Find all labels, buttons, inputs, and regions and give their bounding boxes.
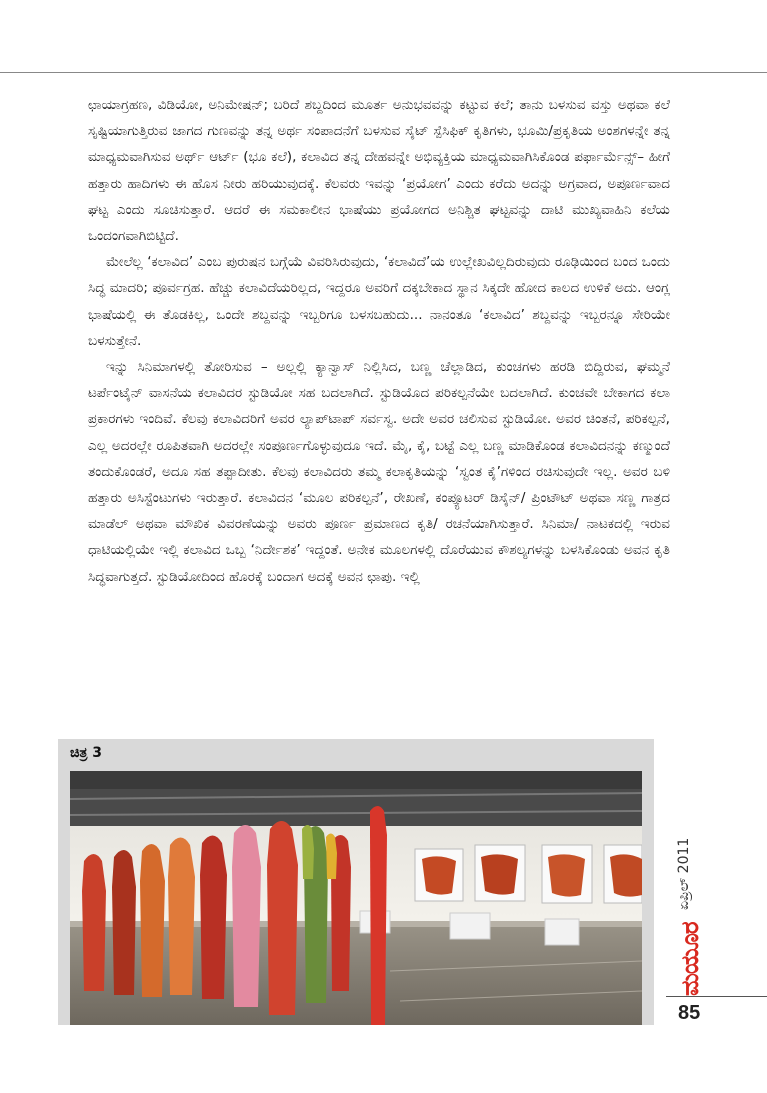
issue-date: ಏಪ್ರಿಲ್ 2011	[676, 837, 692, 910]
article-body	[88, 92, 670, 590]
gallery-installation-photo	[70, 771, 642, 1025]
footer-rule	[666, 996, 767, 997]
article-paragraph-1: ಛಾಯಾಗ್ರಹಣ, ವಿಡಿಯೋ, ಅನಿಮೇಷನ್; ಬರಿದೆ ಶಬ್ದದಿಂದ ಮೂರ್ತ ಅನುಭವವನ್ನು ಕಟ್ಟುವ ಕಲೆ; ತಾನು ಬಳಸುವ ವಸ್ತು ಅಥವಾ ಕಲೆ ಸೃಷ್ಟಿಯಾಗುತ್ತಿರುವ ಜಾಗದ ಗುಣವನ್ನು ತನ್ನ ಅರ್ಥ ಸಂಪಾದನೆಗೆ ಬಳಸುವ ಸೈಟ್ ಸ್ಪೆಸಿಫಿಕ್ ಕೃತಿಗಳು, ಭೂಮಿ/ಪ್ರಕೃತಿಯ ಅಂಶಗಳನ್ನೇ ತನ್ನ ಮಾಧ್ಯಮವಾಗಿಸುವ ಅರ್ಥ್ ಆರ್ಟ್ (ಭೂ ಕಲೆ), ಕಲಾವಿದ ತನ್ನ ದೇಹವನ್ನೇ ಅಭಿವ್ಯಕ್ತಿಯ ಮಾಧ್ಯಮವಾಗಿಸಿಕೊಂಡ ಪರ್ಫಾರ್ಮೆನ್ಸ್– ಹೀಗೆ ಹತ್ತಾರು ಹಾದಿಗಳು ಈ ಹೊಸ ನೀರು ಹರಿಯುವುದಕ್ಕೆ. ಕೆಲವರು ಇವನ್ನು ‘ಪ್ರಯೋಗ’ ಎಂದು ಕರೆದು ಅದನ್ನು ಅಗ್ರವಾದ, ಅಪೂರ್ಣವಾದ ಘಟ್ಟ ಎಂದು ಸೂಚಿಸುತ್ತಾರೆ. ಆದರೆ ಈ ಸಮಕಾಲೀನ ಭಾಷೆಯು ಪ್ರಯೋಗದ ಅನಿಶ್ಚಿತ ಘಟ್ಟವನ್ನು ದಾಟಿ ಮುಖ್ಯವಾಹಿನಿ ಕಲೆಯ ಒಂದಂಗವಾಗಿಬಿಟ್ಟಿದೆ.	[88, 97, 670, 245]
figure-3	[58, 739, 654, 1025]
page-number: 85	[678, 1002, 701, 1024]
article-paragraph-2: ಮೇಲೆಲ್ಲ ‘ಕಲಾವಿದ’ ಎಂಬ ಪುರುಷನ ಬಗ್ಗೆಯೆ ವಿವರಿಸಿರುವುದು, ‘ಕಲಾವಿದೆ’ಯ ಉಲ್ಲೇಖವಿಲ್ಲದಿರುವುದು ರೂಢಿಯಿಂದ ಬಂದ ಒಂದು ಸಿದ್ಧ ಮಾದರಿ; ಪೂರ್ವಗ್ರಹ. ಹೆಚ್ಚು ಕಲಾವಿದೆಯರಿಲ್ಲದ, ಇದ್ದರೂ ಅವರಿಗೆ ದಕ್ಕಬೇಕಾದ ಸ್ಥಾನ ಸಿಕ್ಕದೇ ಹೋದ ಕಾಲದ ಉಳಿಕೆ ಅದು. ಆಂಗ್ಲ ಭಾಷೆಯಲ್ಲಿ ಈ ತೊಡಕಿಲ್ಲ, ಒಂದೇ ಶಬ್ದವನ್ನು ಇಬ್ಬರಿಗೂ ಬಳಸಬಹುದು... ನಾನಂತೂ ‘ಕಲಾವಿದ’ ಶಬ್ದವನ್ನು ಇಬ್ಬರನ್ನೂ ಸೇರಿಯೇ ಬಳಸುತ್ತೇನೆ.	[88, 254, 670, 349]
header-rule	[0, 72, 767, 73]
figure-label: ಚಿತ್ರ 3	[70, 745, 103, 761]
magazine-masthead: ಮಯೂರ	[676, 922, 704, 996]
article-paragraph-3: ಇನ್ನು ಸಿನಿಮಾಗಳಲ್ಲಿ ತೋರಿಸುವ – ಅಲ್ಲಲ್ಲಿ ಕ್ಯಾನ್ವಾಸ್ ನಿಲ್ಲಿಸಿದ, ಬಣ್ಣ ಚೆಲ್ಲಾಡಿದ, ಕುಂಚಗಳು ಹರಡಿ ಬಿದ್ದಿರುವ, ಘಮ್ಮನೆ ಟರ್ಪೆಂಟೈನ್ ವಾಸನೆಯ ಕಲಾವಿದರ ಸ್ಟುಡಿಯೋ ಸಹ ಬದಲಾಗಿದೆ. ಸ್ಟುಡಿಯೊದ ಪರಿಕಲ್ಪನೆಯೇ ಬದಲಾಗಿದೆ. ಕುಂಚವೇ ಬೇಕಾಗದ ಕಲಾ ಪ್ರಕಾರಗಳು ಇಂದಿವೆ. ಕೆಲವು ಕಲಾವಿದರಿಗೆ ಅವರ ಲ್ಯಾಪ್‌ಟಾಪ್ ಸರ್ವಸ್ವ. ಅದೇ ಅವರ ಚಲಿಸುವ ಸ್ಟುಡಿಯೋ. ಅವರ ಚಿಂತನೆ, ಪರಿಕಲ್ಪನೆ, ಎಲ್ಲ ಅದರಲ್ಲೇ ರೂಪಿತವಾಗಿ ಅದರಲ್ಲೇ ಸಂಪೂರ್ಣಗೊಳ್ಳುವುದೂ ಇದೆ. ಮೈ, ಕೈ, ಬಟ್ಟೆ ಎಲ್ಲ ಬಣ್ಣ ಮಾಡಿಕೊಂಡ ಕಲಾವಿದನನ್ನು ಕಣ್ಮುಂದೆ ತಂದುಕೊಂಡರೆ, ಅದೂ ಸಹ ತಪ್ಪಾದೀತು. ಕೆಲವು ಕಲಾವಿದರು ತಮ್ಮ ಕಲಾಕೃತಿಯನ್ನು ‘ಸ್ವಂತ ಕೈ’ಗಳಿಂದ ರಚಿಸುವುದೇ ಇಲ್ಲ. ಅವರ ಬಳಿ ಹತ್ತಾರು ಅಸಿಸ್ಟೆಂಟುಗಳು ಇರುತ್ತಾರೆ. ಕಲಾವಿದನ ‘ಮೂಲ ಪರಿಕಲ್ಪನೆ’, ರೇಖಣೆ, ಕಂಪ್ಯೂಟರ್ ಡಿಸೈನ್/ ಪ್ರಿಂಟೌಟ್ ಅಥವಾ ಸಣ್ಣ ಗಾತ್ರದ ಮಾಡೆಲ್ ಅಥವಾ ಮೌಖಿಕ ವಿವರಣೆಯನ್ನು ಅವರು ಪೂರ್ಣ ಪ್ರಮಾಣದ ಕೃತಿ/ ರಚನೆಯಾಗಿಸುತ್ತಾರೆ. ಸಿನಿಮಾ/ ನಾಟಕದಲ್ಲಿ ಇರುವ ಧಾಟಿಯಲ್ಲಿಯೇ ಇಲ್ಲಿ ಕಲಾವಿದ ಒಬ್ಬ ‘ನಿರ್ದೇಶಕ’ ಇದ್ದಂತೆ. ಅನೇಕ ಮೂಲಗಳಲ್ಲಿ ದೊರೆಯುವ ಕೌಶಲ್ಯಗಳನ್ನು ಬಳಸಿಕೊಂಡು ಅವನ ಕೃತಿ ಸಿದ್ಧವಾಗುತ್ತದೆ. ಸ್ಟುಡಿಯೋದಿಂದ ಹೊರಕ್ಕೆ ಬಂದಾಗ ಅದಕ್ಕೆ ಅವನ ಛಾಪು. ಇಲ್ಲಿ	[88, 359, 670, 585]
